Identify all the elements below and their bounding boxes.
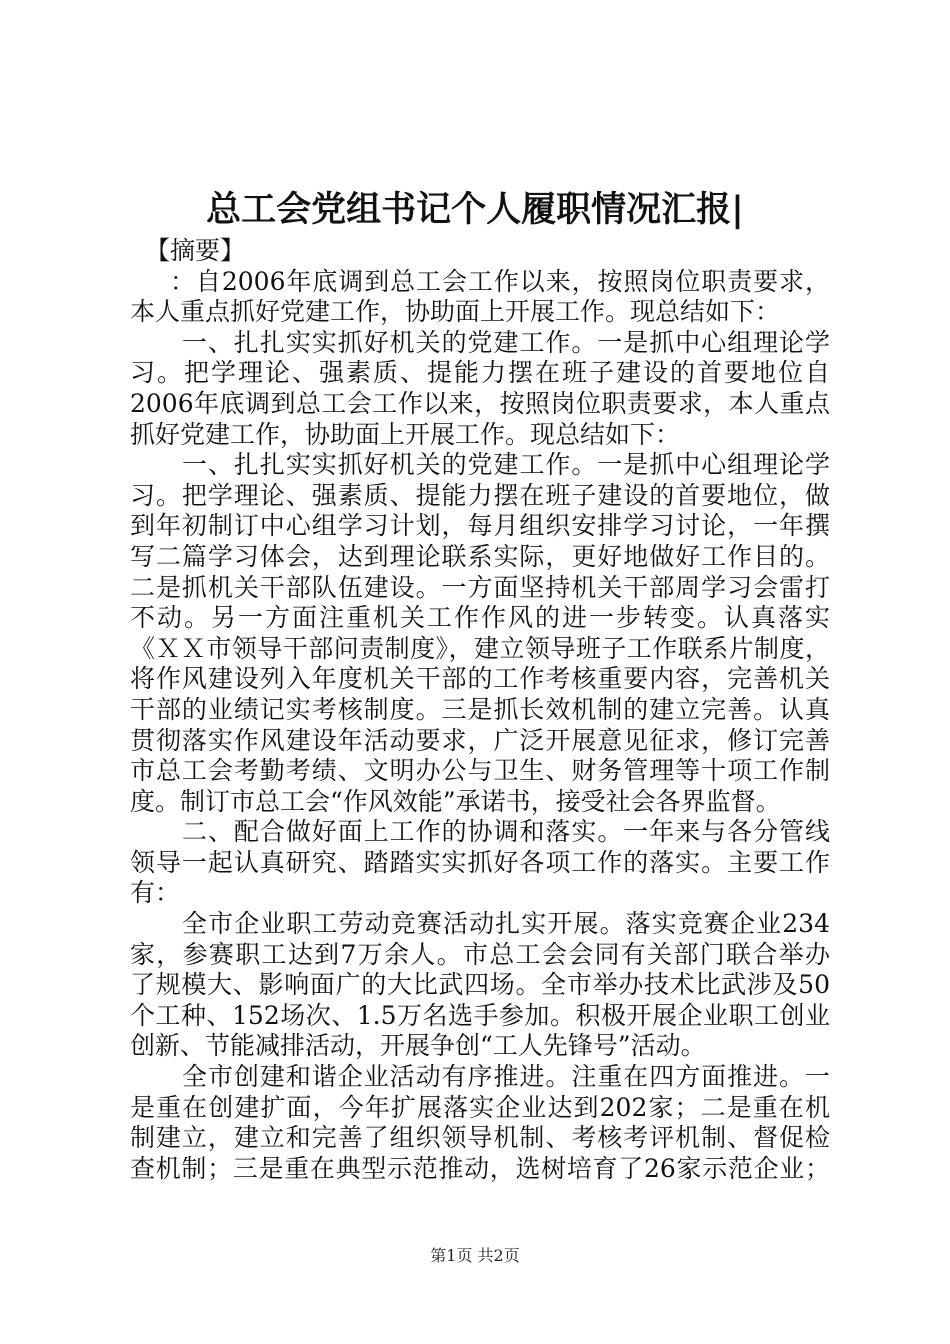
text-line: 本人重点抓好党建工作，协助面上开展工作。现总结如下：	[130, 297, 781, 327]
text-line: 二、配合做好面上工作的协调和落实。一年来与各分管线	[182, 817, 830, 847]
text-line: 全市企业职工劳动竞赛活动扎实开展。落实竞赛企业234	[182, 909, 830, 939]
text-line: 习。把学理论、强素质、提能力摆在班子建设的首要地位，做	[130, 480, 830, 510]
text-line: 全市创建和谐企业活动有序推进。注重在四方面推进。一	[182, 1062, 830, 1092]
text-line: 习。把学理论、强素质、提能力摆在班子建设的首要地位自	[130, 358, 830, 388]
text-line: 度。制订市总工会“作风效能”承诺书，接受社会各界监督。	[130, 786, 781, 816]
text-line: 《ＸＸ市领导干部问责制度》，建立领导班子工作联系片制度，	[130, 633, 830, 663]
document-body	[130, 236, 830, 1184]
text-line: 一、扎扎实实抓好机关的党建工作。一是抓中心组理论学	[182, 327, 830, 357]
document-title: 总工会党组书记个人履职情况汇报|	[206, 189, 744, 230]
page-footer: 第1页 共2页	[430, 1246, 520, 1265]
text-line: 二是抓机关干部队伍建设。一方面坚持机关干部周学习会雷打	[130, 572, 830, 602]
text-line: 制建立，建立和完善了组织领导机制、考核考评机制、督促检	[130, 1123, 830, 1153]
text-line: 【摘要】	[145, 236, 246, 265]
text-line: 抓好党建工作，协助面上开展工作。现总结如下：	[130, 419, 681, 449]
text-line: 是重在创建扩面，今年扩展落实企业达到202家；二是重在机	[130, 1092, 830, 1122]
text-line: 领导一起认真研究、踏踏实实抓好各项工作的落实。主要工作	[130, 847, 830, 877]
text-line: 家，参赛职工达到7万余人。市总工会会同有关部门联合举办	[130, 939, 830, 969]
text-line: 到年初制订中心组学习计划，每月组织安排学习讨论，一年撰	[130, 511, 830, 541]
text-line: 查机制；三是重在典型示范推动，选树培育了26家示范企业；	[130, 1153, 830, 1183]
text-line: 个工种、152场次、1.5万名选手参加。积极开展企业职工创业	[130, 1000, 830, 1030]
text-line: 写二篇学习体会，达到理论联系实际，更好地做好工作目的。	[130, 541, 830, 571]
text-line: 有：	[130, 878, 181, 908]
text-line: 将作风建设列入年度机关干部的工作考核重要内容，完善机关	[130, 664, 830, 694]
text-line: 创新、节能减排活动，开展争创“工人先锋号”活动。	[130, 1031, 706, 1061]
text-line: 干部的业绩记实考核制度。三是抓长效机制的建立完善。认真	[130, 694, 830, 724]
text-line: ：自2006年底调到总工会工作以来，按照岗位职责要求，	[170, 266, 830, 296]
text-line: 一、扎扎实实抓好机关的党建工作。一是抓中心组理论学	[182, 450, 830, 480]
text-line: 了规模大、影响面广的大比武四场。全市举办技术比武涉及50	[130, 970, 830, 1000]
text-line: 不动。另一方面注重机关工作作风的进一步转变。认真落实	[130, 603, 830, 633]
text-line: 贯彻落实作风建设年活动要求，广泛开展意见征求，修订完善	[130, 725, 830, 755]
text-line: 市总工会考勤考绩、文明办公与卫生、财务管理等十项工作制	[130, 756, 830, 786]
text-line: 2006年底调到总工会工作以来，按照岗位职责要求，本人重点	[130, 388, 830, 418]
